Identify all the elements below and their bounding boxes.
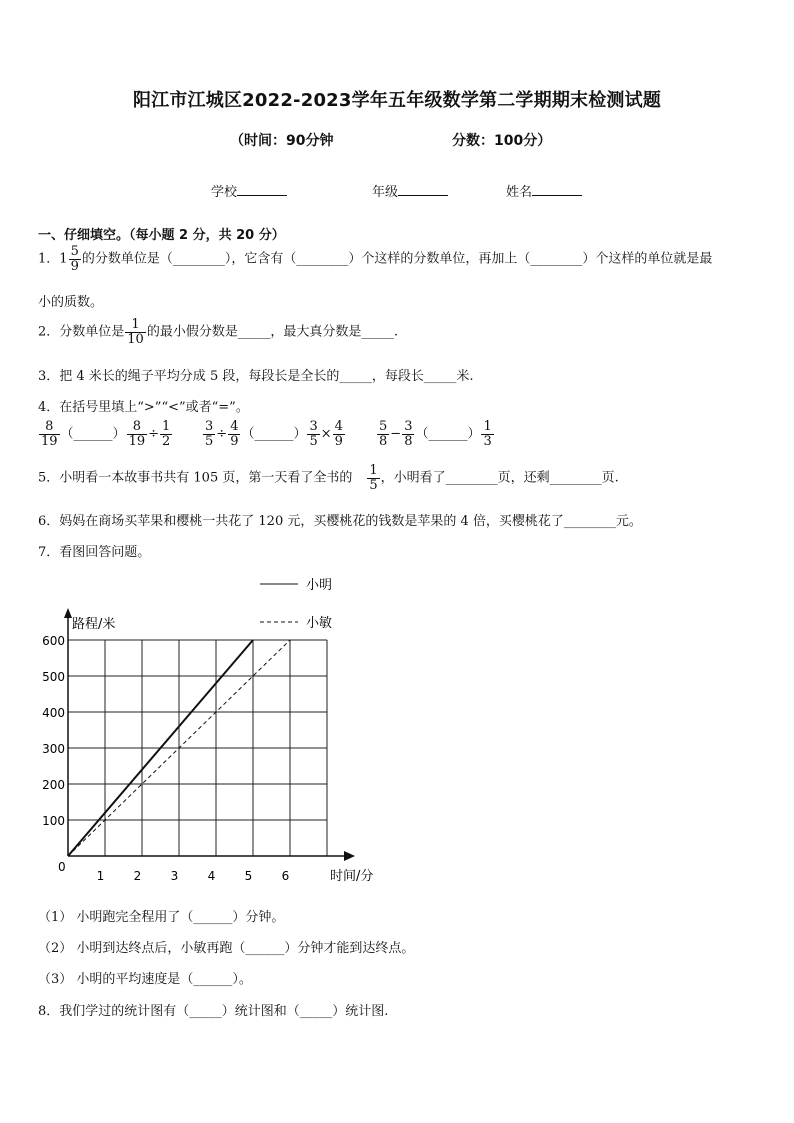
fraction	[228, 420, 240, 448]
fraction	[39, 420, 60, 448]
comparison-3	[376, 420, 495, 448]
page-title: 阳江市江城区2022-2023学年五年级数学第二学期期末检测试题	[132, 90, 662, 111]
denominator: 9	[70, 258, 79, 274]
mixed-whole: 1	[59, 251, 68, 267]
x-tick-label: 3	[170, 869, 179, 883]
fraction	[367, 464, 379, 492]
denominator: 5	[369, 477, 378, 493]
y-tick-label: 600	[42, 634, 65, 648]
question-5	[38, 464, 619, 492]
fraction	[127, 420, 148, 448]
question-7: 7．看图回答问题。	[38, 545, 151, 560]
operator: ÷	[216, 426, 228, 442]
x-tick-label: 2	[133, 869, 142, 883]
numerator: 1	[162, 419, 171, 434]
x-tick-label: 1	[96, 869, 105, 883]
denominator: 9	[230, 433, 239, 449]
fraction	[203, 420, 215, 448]
numerator: 5	[379, 419, 388, 434]
origin-label: 0	[58, 860, 66, 874]
denominator: 19	[128, 433, 146, 449]
numerator: 1	[369, 463, 378, 478]
numerator: 4	[334, 419, 343, 434]
denominator: 8	[379, 433, 388, 449]
numerator: 3	[404, 419, 413, 434]
section-heading: 一、仔细填空。（每小题 2 分，共 20 分）	[38, 228, 285, 243]
name-blank[interactable]	[532, 183, 582, 196]
question-text: 的最小假分数是_____，最大真分数是_____.	[146, 324, 398, 340]
denominator: 10	[127, 331, 144, 347]
question-8: 8．我们学过的统计图有（_____）统计图和（_____）统计图.	[38, 1004, 389, 1019]
legend-label: 小敏	[306, 616, 333, 631]
fraction	[307, 420, 319, 448]
school-label: 学校	[211, 185, 238, 200]
total-score: 分数：100分）	[452, 133, 552, 149]
y-axis-arrow	[64, 608, 72, 618]
numerator: 8	[39, 420, 60, 435]
y-tick-label: 400	[42, 706, 65, 720]
operator: −	[390, 426, 402, 442]
denominator: 9	[334, 433, 343, 449]
y-axis-label: 路程/米	[72, 617, 116, 632]
fraction	[125, 318, 146, 346]
x-tick-label: 6	[281, 869, 290, 883]
y-tick-label: 500	[42, 670, 65, 684]
numerator: 3	[205, 419, 214, 434]
chart-grid	[68, 640, 327, 856]
question-3: 3．把 4 米长的绳子平均分成 5 段，每段长是全长的_____，每段长_____米.	[38, 369, 474, 384]
fraction	[160, 420, 172, 448]
denominator: 3	[483, 433, 492, 449]
question-text: 2．分数单位是	[38, 324, 125, 340]
question-7-1: （1） 小明跑完全程用了（______）分钟。	[38, 910, 285, 925]
answer-blank[interactable]: （______）	[415, 426, 481, 442]
answer-blank[interactable]: （______）	[241, 426, 307, 442]
denominator: 19	[41, 433, 58, 449]
answer-blank[interactable]: （______）	[60, 426, 126, 442]
numerator: 1	[483, 419, 492, 434]
legend-label: 小明	[306, 578, 333, 593]
comparison-1	[38, 420, 173, 448]
x-axis-arrow	[344, 851, 355, 861]
grade-field	[372, 181, 448, 200]
x-axis-label: 时间/分	[330, 869, 374, 884]
fraction	[377, 420, 389, 448]
numerator: 1	[125, 318, 146, 333]
question-4: 4．在括号里填上“>”“<”或者“=”。	[38, 400, 249, 415]
chart-legend	[260, 578, 332, 631]
school-field	[211, 181, 287, 200]
numerator: 8	[127, 420, 148, 435]
question-7-3: （3） 小明的平均速度是（______）。	[38, 972, 252, 987]
chart-axes	[64, 608, 355, 861]
question-1-cont: 小的质数。	[38, 295, 104, 310]
question-7-2: （2） 小明到达终点后，小敏再跑（______）分钟才能到达终点。	[38, 941, 415, 956]
name-field	[506, 181, 582, 200]
time-limit: （时间：90分钟	[230, 133, 334, 149]
denominator: 5	[309, 433, 318, 449]
name-label: 姓名	[506, 185, 533, 200]
numerator: 4	[230, 419, 239, 434]
fraction	[69, 245, 81, 273]
fraction	[481, 420, 493, 448]
operator: ÷	[148, 426, 160, 442]
denominator: 2	[162, 433, 171, 449]
fraction	[333, 420, 345, 448]
x-tick-label: 5	[244, 869, 253, 883]
school-blank[interactable]	[237, 183, 287, 196]
question-text: 5．小明看一本故事书共有 105 页，第一天看了全书的	[38, 470, 353, 486]
question-text: ，小明看了________页，还剩________页.	[380, 470, 619, 486]
y-tick-label: 300	[42, 742, 65, 756]
grade-label: 年级	[372, 185, 399, 200]
numerator: 3	[309, 419, 318, 434]
question-number: 1．	[38, 251, 60, 267]
y-tick-label: 200	[42, 778, 65, 792]
question-text: 的分数单位是（________），它含有（________）个这样的分数单位，再加上（________）个这样的单位就是最	[81, 251, 713, 267]
denominator: 8	[404, 433, 413, 449]
fraction	[402, 420, 414, 448]
numerator: 5	[70, 244, 79, 259]
denominator: 5	[205, 433, 214, 449]
y-tick-label: 100	[42, 814, 65, 828]
comparison-2	[202, 420, 346, 448]
x-tick-label: 4	[207, 869, 216, 883]
question-6: 6．妈妈在商场买苹果和樱桃一共花了 120 元，买樱桃花的钱数是苹果的 4 倍，买樱桃花了________元。	[38, 514, 642, 529]
distance-time-chart	[0, 570, 794, 900]
operator: ×	[320, 426, 332, 442]
question-2	[38, 318, 398, 346]
question-1	[38, 245, 712, 273]
grade-blank[interactable]	[398, 183, 448, 196]
